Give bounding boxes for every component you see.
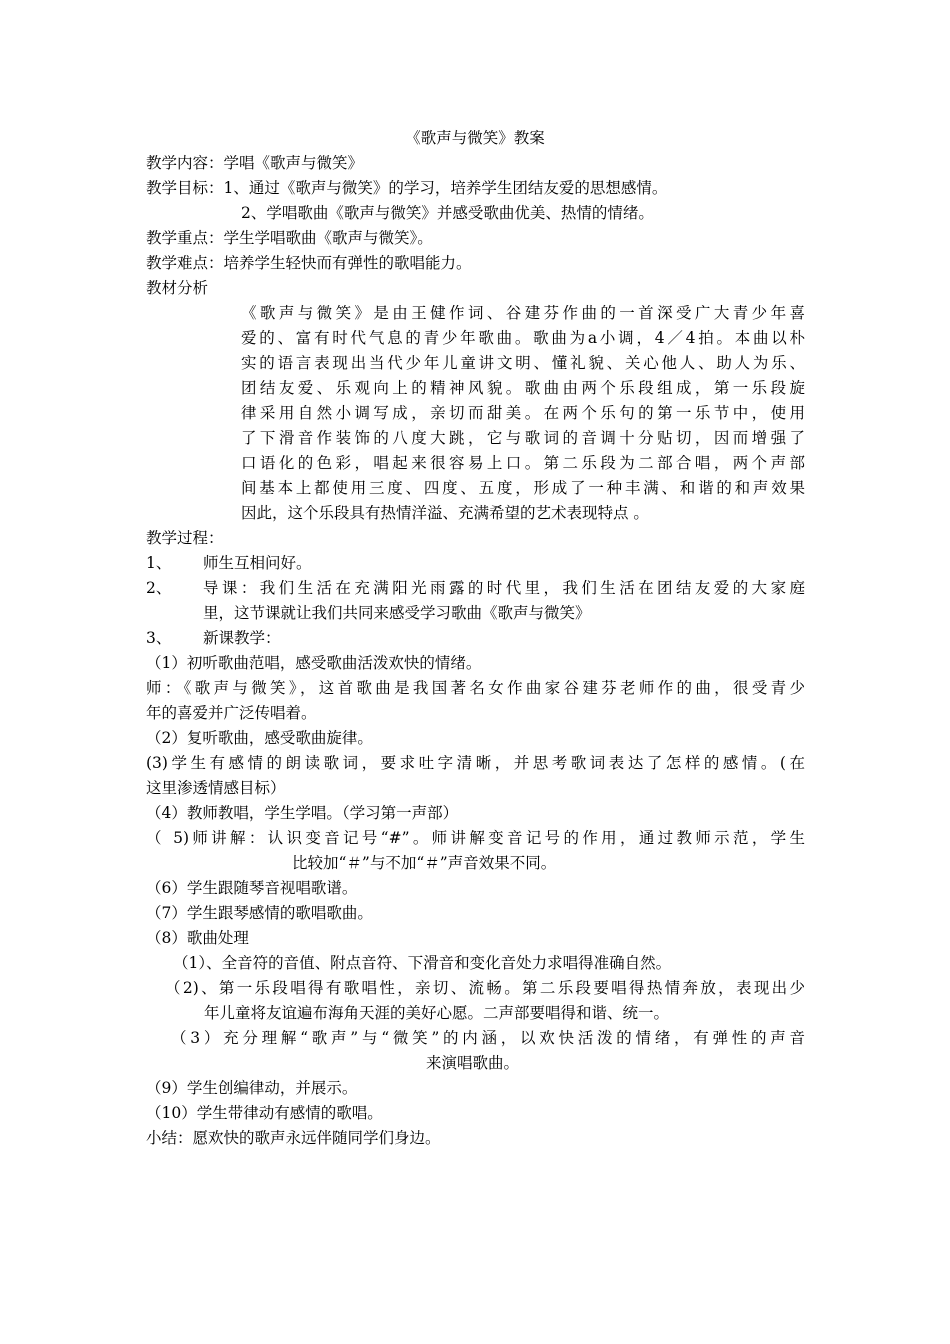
teaching-goal-2: 2、学唱歌曲《歌声与微笑》并感受歌曲优美、热情的情绪。 xyxy=(241,204,654,222)
sub-step: （9）学生创编律动，并展示。 xyxy=(146,1079,358,1097)
step-text: 导课：我们生活在充满阳光雨露的时代里，我们生活在团结友爱的大家庭 xyxy=(203,579,805,597)
sub-step: （8）歌曲处理 xyxy=(146,929,249,947)
analysis-line: 团结友爱、乐观向上的精神风貌。歌曲由两个乐段组成，第一乐段旋 xyxy=(241,379,805,397)
teacher-note: 年的喜爱并广泛传唱着。 xyxy=(146,704,317,722)
teaching-content: 教学内容：学唱《歌声与微笑》 xyxy=(146,154,364,172)
analysis-line: 了下滑音作装饰的八度大跳，它与歌词的音调十分贴切，因而增强了 xyxy=(241,429,805,447)
sub-step: （4）教师教唱，学生学唱。（学习第一声部） xyxy=(146,804,459,822)
teacher-note: 师：《歌声与微笑》，这首歌曲是我国著名女作曲家谷建芬老师作的曲，很受青少 xyxy=(146,679,805,697)
step-text: 师生互相问好。 xyxy=(203,554,312,572)
sub-step: 比较加“＃”与不加“＃”声音效果不同。 xyxy=(292,854,557,872)
document-title: 《歌声与微笑》教案 xyxy=(405,129,545,147)
process-heading: 教学过程： xyxy=(146,529,224,547)
analysis-line: 《歌声与微笑》是由王健作词、谷建芬作曲的一首深受广大青少年喜 xyxy=(241,304,805,322)
analysis-line: 律采用自然小调写成，亲切而甜美。在两个乐句的第一乐节中，使用 xyxy=(241,404,805,422)
analysis-line: 口语化的色彩，唱起来很容易上口。第二乐段为二部合唱，两个声部 xyxy=(241,454,805,472)
step-text: 里，这节课就让我们共同来感受学习歌曲《歌声与微笑》 xyxy=(203,604,591,622)
step-text: 新课教学： xyxy=(203,629,281,647)
sub-step: （ 5)师讲解：认识变音记号“#”。师讲解变音记号的作用，通过教师示范，学生 xyxy=(146,829,805,847)
sub-step: （2）复听歌曲，感受歌曲旋律。 xyxy=(146,729,373,747)
sub-step: (3)学生有感情的朗读歌词，要求吐字清晰，并思考歌词表达了怎样的感情。(在 xyxy=(146,754,805,772)
sub-sub-step: （3）充分理解“歌声”与“微笑”的内涵，以欢快活泼的情绪，有弹性的声音 xyxy=(171,1029,805,1047)
sub-step: 这里渗透情感目标） xyxy=(146,779,286,797)
step-number: 3、 xyxy=(146,629,172,647)
analysis-line: 实的语言表现出当代少年儿童讲文明、懂礼貌、关心他人、助人为乐、 xyxy=(241,354,805,372)
sub-step: （10）学生带律动有感情的歌唱。 xyxy=(146,1104,383,1122)
sub-step: （7）学生跟琴感情的歌唱歌曲。 xyxy=(146,904,373,922)
difficulty: 教学难点：培养学生轻快而有弹性的歌唱能力。 xyxy=(146,254,472,272)
sub-sub-step: （2)、第一乐段唱得有歌唱性，亲切、流畅。第二乐段要唱得热情奔放，表现出少 xyxy=(165,979,805,997)
analysis-line: 因此，这个乐段具有热情洋溢、充满希望的艺术表现特点 。 xyxy=(241,504,649,522)
sub-sub-step: 年儿童将友谊遍布海角天涯的美好心愿。二声部要唱得和谐、统一。 xyxy=(204,1004,670,1022)
sub-step: （1）初听歌曲范唱，感受歌曲活泼欢快的情绪。 xyxy=(146,654,482,672)
analysis-heading: 教材分析 xyxy=(146,279,209,297)
analysis-line: 间基本上都使用三度、四度、五度，形成了一种丰满、和谐的和声效果 xyxy=(241,479,805,497)
summary: 小结：愿欢快的歌声永远伴随同学们身边。 xyxy=(146,1129,441,1147)
analysis-line: 爱的、富有时代气息的青少年歌曲。歌曲为a小调，4／4拍。本曲以朴 xyxy=(241,329,805,347)
key-point: 教学重点：学生学唱歌曲《歌声与微笑》。 xyxy=(146,229,433,247)
sub-sub-step: （1）、全音符的音值、附点音符、下滑音和变化音处力求唱得准确自然。 xyxy=(173,954,672,972)
step-number: 1、 xyxy=(146,554,172,572)
step-number: 2、 xyxy=(146,579,172,597)
teaching-goal-1: 教学目标：1、通过《歌声与微笑》的学习，培养学生团结友爱的思想感情。 xyxy=(146,179,668,197)
sub-sub-step: 来演唱歌曲。 xyxy=(426,1054,520,1072)
sub-step: （6）学生跟随琴音视唱歌谱。 xyxy=(146,879,358,897)
